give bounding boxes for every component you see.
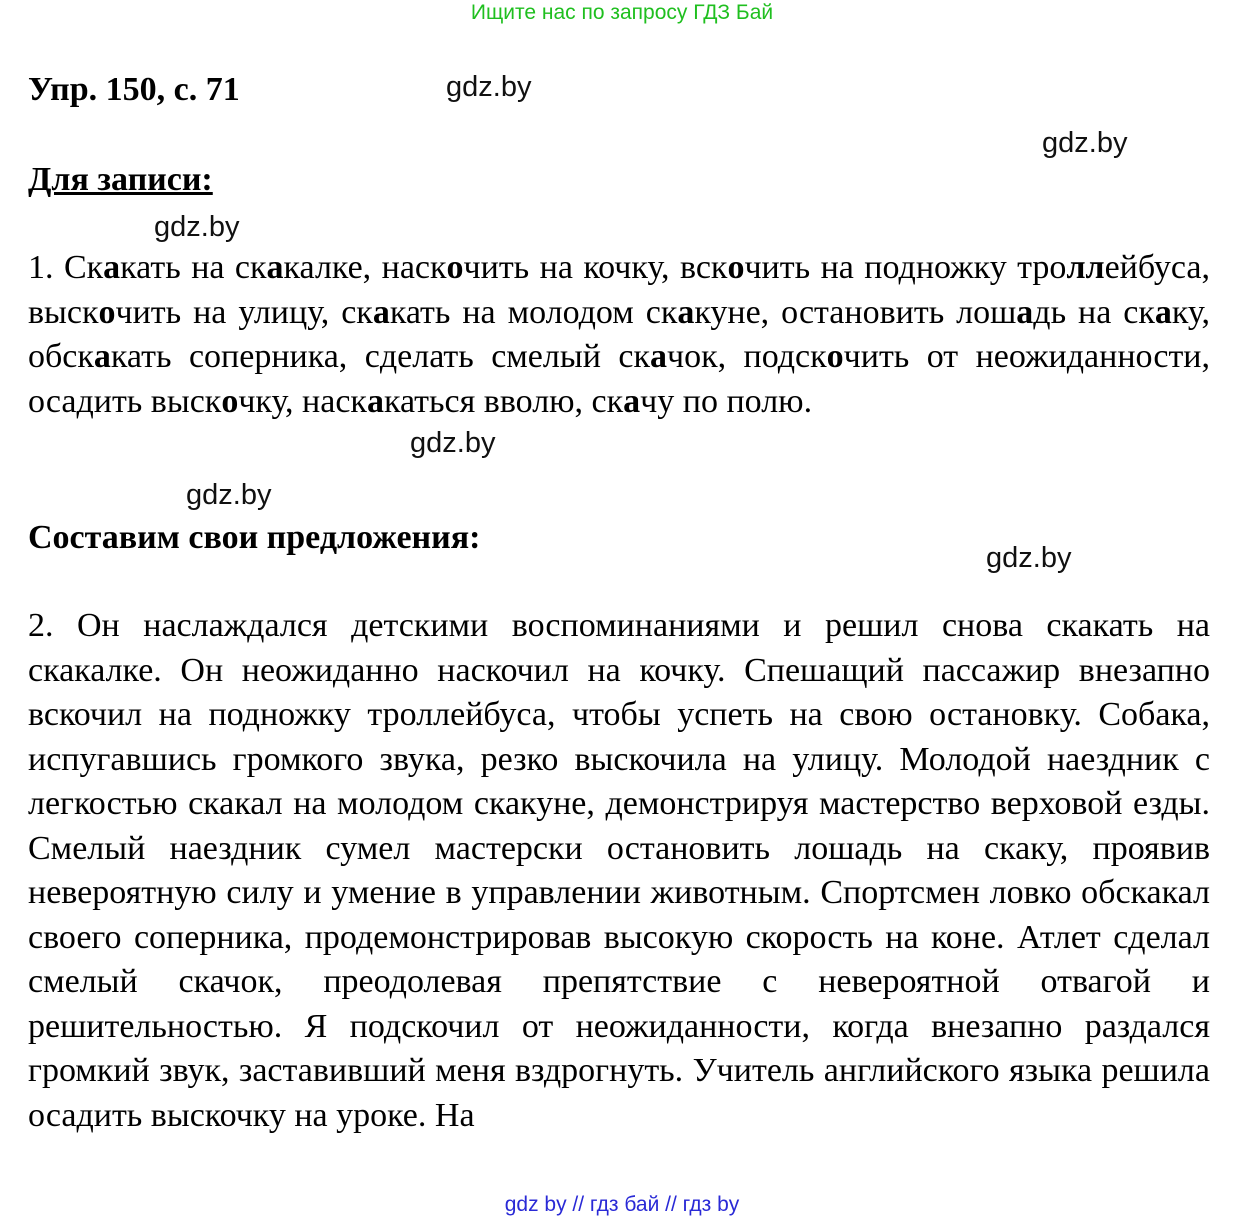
section-title-record: Для записи:	[28, 161, 213, 198]
highlighted-letter: о	[727, 249, 745, 286]
text-segment: чку, наск	[238, 382, 367, 420]
highlighted-letter: о	[98, 293, 116, 331]
highlighted-letter: о	[826, 338, 844, 375]
text-segment: кать на молодом ск	[389, 293, 678, 331]
text-segment: чить на улицу, ск	[115, 293, 373, 331]
watermark: gdz.by	[1042, 127, 1128, 159]
text-segment: куне, остановить лош	[694, 293, 1017, 331]
text-segment: чить на кочку, вск	[463, 249, 728, 286]
highlighted-letter: а	[93, 338, 111, 375]
watermark: gdz.by	[186, 479, 272, 511]
highlighted-letter: о	[446, 249, 464, 286]
text-segment: кать соперника, сделать смелый ск	[110, 338, 650, 375]
text-segment: калке, наск	[283, 249, 447, 286]
highlighted-letter: а	[366, 382, 384, 420]
highlighted-letter: лл	[1066, 249, 1105, 286]
highlighted-letter: а	[623, 382, 641, 420]
text-segment: ку, обск	[28, 293, 1211, 375]
text-segment: дь на ск	[1033, 293, 1155, 331]
text-segment: чу по полю.	[640, 382, 813, 420]
paragraph-record	[28, 246, 1210, 424]
text-segment: ейбуса, выск	[28, 249, 1210, 331]
highlighted-letter: а	[1154, 293, 1172, 331]
highlighted-letter: а	[266, 249, 284, 286]
text-segment: чок, подск	[666, 338, 827, 375]
watermark: gdz.by	[154, 211, 240, 243]
text-segment: кать на ск	[120, 249, 267, 286]
highlighted-letter: а	[677, 293, 695, 331]
section-title-sentences: Составим свои предложения:	[28, 519, 481, 556]
text-segment: 1. Ск	[28, 249, 104, 286]
highlighted-letter: а	[372, 293, 390, 331]
highlighted-letter: а	[103, 249, 121, 286]
text-segment: чить от неожиданности, осадить выск	[28, 338, 1211, 420]
watermark: gdz.by	[410, 427, 496, 459]
text-segment: каться вволю, ск	[383, 382, 624, 420]
watermark: gdz.by	[446, 71, 532, 103]
highlighted-letter: о	[221, 382, 239, 420]
paragraph-sentences: 2. Он наслаждался детскими воспоминаниями и решил снова скакать на скакалке. Он неожиданно наскочил на кочку. Спешащий пассажир внезапно вскочил на подножку троллейбуса, чтобы успеть на свою остановку. Собака, испугавшись громкого звука, резко выскочила на улицу. Молодой наездник с легкостью скакал на молодом скакуне, демонстрируя мастерство верховой езды. Смелый наездник сумел мастерски остановить лошадь на скаку, проявив невероятную силу и умение в управлении животным. Спортсмен ловко обскакал своего соперника, продемонстрировав высокую скорость на коне. Атлет сделал смелый скачок, преодолевая препятствие с невероятной отвагой и решительностью. Я подскочил от неожиданности, когда внезапно раздался громкий звук, заставивший меня вздрогнуть. Учитель английского языка решила осадить выскочку на уроке. На	[28, 607, 1210, 1134]
watermark: gdz.by	[986, 542, 1072, 574]
highlighted-letter: а	[649, 338, 667, 375]
highlighted-letter: а	[1016, 293, 1034, 331]
text-segment: чить на подножку тро	[744, 249, 1067, 286]
exercise-heading: Упр. 150, с. 71	[28, 71, 240, 108]
top-banner: Ищите нас по запросу ГДЗ Бай	[470, 1, 774, 24]
footer-watermark: gdz by // гдз бай // гдз by	[504, 1193, 740, 1216]
